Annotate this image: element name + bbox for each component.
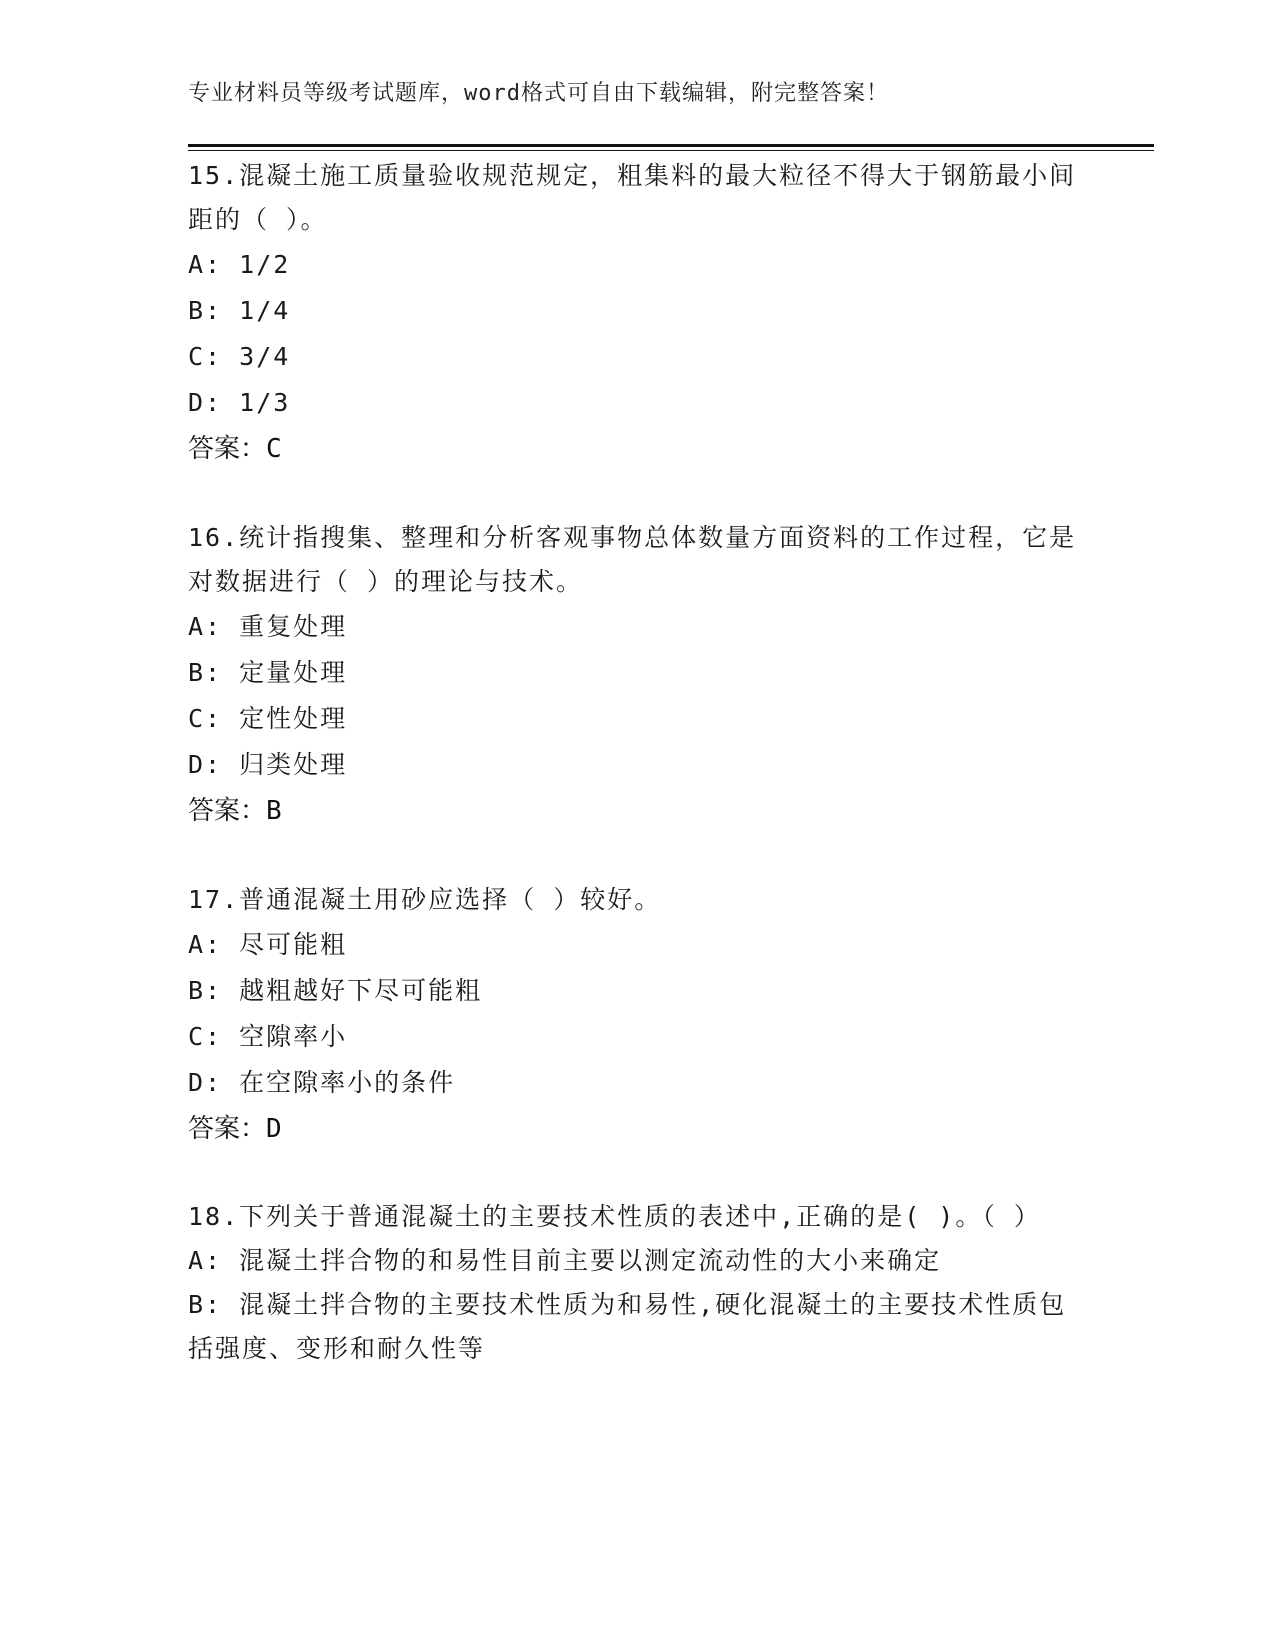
option-b: B: 1/4: [188, 296, 291, 325]
page-header: 专业材料员等级考试题库，word格式可自由下载编辑，附完整答案！: [188, 81, 889, 106]
question-stem: 15.混凝土施工质量验收规范规定，粗集料的最大粒径不得大于钢筋最小间距的（ ）。: [188, 161, 1077, 234]
option-a: A: 重复处理: [188, 612, 348, 641]
answer-line: [188, 788, 1088, 834]
answer-value: B: [266, 796, 282, 826]
option-d: D: 归类处理: [188, 750, 348, 779]
question-15: [188, 154, 1088, 472]
answer-label: 答案：: [188, 1114, 267, 1144]
answer-line: [188, 1106, 1088, 1152]
question-stem: 17.普通混凝土用砂应选择（ ）较好。: [188, 885, 662, 914]
question-stem: 16.统计指搜集、整理和分析客观事物总体数量方面资料的工作过程，它是对数据进行（ ）的理论与技术。: [188, 523, 1077, 596]
answer-label: 答案：: [188, 434, 267, 464]
option-c: C: 3/4: [188, 342, 291, 371]
option-a: A: 尽可能粗: [188, 930, 348, 959]
question-17: [188, 878, 1088, 1152]
header-rule-thin: [188, 150, 1154, 151]
answer-value: C: [266, 434, 282, 464]
question-16: [188, 516, 1088, 834]
option-a: A: 混凝土拌合物的和易性目前主要以测定流动性的大小来确定: [188, 1246, 942, 1275]
option-b: B: 越粗越好下尽可能粗: [188, 976, 483, 1005]
question-18: [188, 1195, 1088, 1371]
option-d: D: 在空隙率小的条件: [188, 1068, 456, 1097]
question-stem: 18.下列关于普通混凝土的主要技术性质的表述中,正确的是( )。（ ）: [188, 1202, 1041, 1231]
option-c: C: 空隙率小: [188, 1022, 348, 1051]
answer-value: D: [266, 1114, 282, 1144]
header-rule-thick: [188, 144, 1154, 147]
option-d: D: 1/3: [188, 388, 291, 417]
option-a: A: 1/2: [188, 250, 291, 279]
option-b: B: 定量处理: [188, 658, 348, 687]
answer-label: 答案：: [188, 796, 267, 826]
option-b: B: 混凝土拌合物的主要技术性质为和易性,硬化混凝土的主要技术性质包括强度、变形和耐久性等: [188, 1290, 1067, 1363]
answer-line: [188, 426, 1088, 472]
option-c: C: 定性处理: [188, 704, 348, 733]
